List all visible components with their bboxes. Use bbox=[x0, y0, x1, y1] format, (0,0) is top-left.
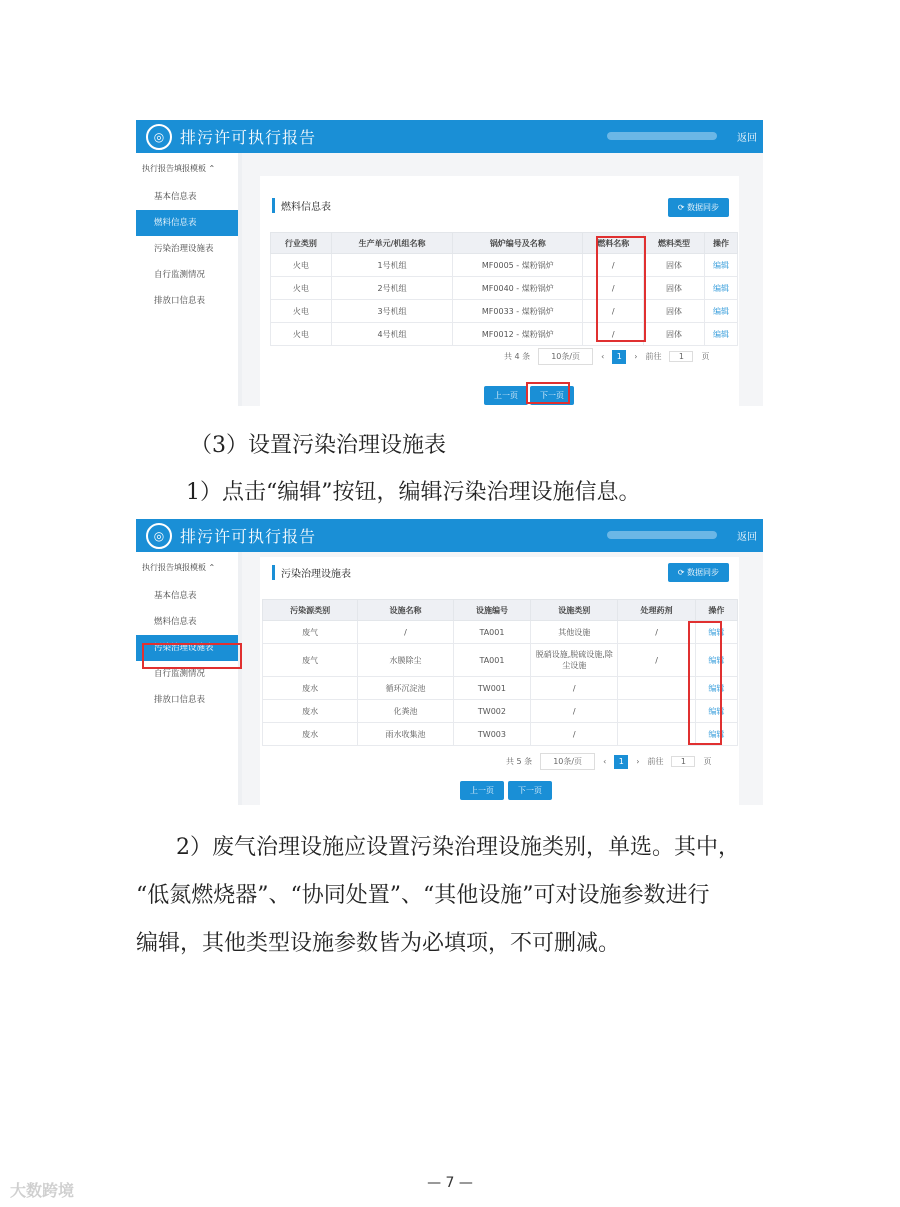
cell: 火电 bbox=[271, 323, 332, 346]
next-page-icon[interactable]: › bbox=[636, 757, 640, 766]
edit-link[interactable]: 编辑 bbox=[695, 723, 737, 746]
cell: / bbox=[583, 300, 644, 323]
sync-button[interactable]: ⟳ 数据同步 bbox=[668, 563, 729, 582]
screenshot-pollution-table bbox=[136, 519, 763, 805]
main-content bbox=[260, 176, 739, 406]
pager-total: 共 5 条 bbox=[506, 757, 533, 766]
cell: 化粪池 bbox=[358, 700, 453, 723]
sidebar-item-monitoring[interactable]: 自行监测情况 bbox=[154, 669, 206, 679]
page-unit: 页 bbox=[703, 757, 712, 766]
goto-label: 前往 bbox=[645, 352, 662, 361]
table-row bbox=[263, 700, 738, 723]
next-button[interactable]: 下一页 bbox=[530, 386, 574, 405]
table-row bbox=[271, 277, 738, 300]
sidebar-item-outlet[interactable]: 排放口信息表 bbox=[154, 695, 206, 705]
sidebar-group-header[interactable]: 执行报告填报模板 ⌃ bbox=[142, 164, 216, 173]
pagination bbox=[504, 348, 709, 365]
user-info-blurred bbox=[607, 132, 717, 140]
content-title: 污染治理设施表 bbox=[272, 565, 351, 580]
table-row bbox=[263, 644, 738, 677]
page-unit: 页 bbox=[701, 352, 710, 361]
highlight-box bbox=[142, 643, 242, 669]
next-button[interactable]: 下一页 bbox=[508, 781, 552, 800]
app-title: 排污许可执行报告 bbox=[180, 527, 317, 546]
section-heading: （3）设置污染治理设施表 bbox=[190, 433, 446, 458]
cell: 火电 bbox=[271, 300, 332, 323]
sidebar-item-pollution[interactable]: 污染治理设施表 bbox=[136, 635, 238, 661]
cell: TW001 bbox=[453, 677, 531, 700]
cell: / bbox=[583, 254, 644, 277]
page-number: — 7 — bbox=[427, 1175, 473, 1191]
column-header: 操作 bbox=[704, 233, 737, 254]
app-header bbox=[136, 120, 763, 153]
next-page-icon[interactable]: › bbox=[634, 352, 638, 361]
body-text-line2: “低氮燃烧器”、“协同处置”、“其他设施”可对设施参数进行 bbox=[136, 883, 710, 908]
column-header: 处理药剂 bbox=[618, 600, 696, 621]
cell: 废气 bbox=[263, 621, 358, 644]
cell: 固体 bbox=[644, 254, 705, 277]
cell: 雨水收集池 bbox=[358, 723, 453, 746]
column-header: 设施名称 bbox=[358, 600, 453, 621]
cell: MF0012 - 煤粉锅炉 bbox=[453, 323, 583, 346]
prev-button[interactable]: 上一页 bbox=[460, 781, 504, 800]
cell: 废气 bbox=[263, 644, 358, 677]
instruction-text: 1）点击“编辑”按钮，编辑污染治理设施信息。 bbox=[186, 480, 641, 505]
app-header bbox=[136, 519, 763, 552]
column-header: 锅炉编号及名称 bbox=[453, 233, 583, 254]
edit-link[interactable]: 编辑 bbox=[695, 700, 737, 723]
sidebar-item-outlet[interactable]: 排放口信息表 bbox=[154, 296, 206, 306]
column-header: 燃料名称 bbox=[583, 233, 644, 254]
table-row bbox=[271, 254, 738, 277]
cell: MF0033 - 煤粉锅炉 bbox=[453, 300, 583, 323]
sidebar bbox=[136, 153, 242, 406]
body-text-line1: 2）废气治理设施应设置污染治理设施类别，单选。其中， bbox=[176, 835, 740, 860]
cell: 废水 bbox=[263, 700, 358, 723]
cell: 水膜除尘 bbox=[358, 644, 453, 677]
cell: 废水 bbox=[263, 723, 358, 746]
facility-table bbox=[262, 599, 738, 746]
column-header: 操作 bbox=[695, 600, 737, 621]
cell: 固体 bbox=[644, 323, 705, 346]
sidebar-group-header[interactable]: 执行报告填报模板 ⌃ bbox=[142, 563, 216, 572]
cell: / bbox=[358, 621, 453, 644]
cell: 其他设施 bbox=[531, 621, 618, 644]
cell: 4号机组 bbox=[331, 323, 452, 346]
edit-link[interactable]: 编辑 bbox=[704, 277, 737, 300]
cell bbox=[618, 723, 696, 746]
column-header: 行业类别 bbox=[271, 233, 332, 254]
goto-input[interactable]: 1 bbox=[671, 756, 695, 767]
highlight-box bbox=[596, 236, 646, 342]
cell: 3号机组 bbox=[331, 300, 452, 323]
main-content bbox=[260, 557, 739, 805]
cell: TA001 bbox=[453, 644, 531, 677]
cell: TW002 bbox=[453, 700, 531, 723]
cell: MF0005 - 煤粉锅炉 bbox=[453, 254, 583, 277]
emblem-icon: ◎ bbox=[146, 124, 172, 150]
cell bbox=[618, 677, 696, 700]
prev-page-icon[interactable]: ‹ bbox=[601, 352, 605, 361]
content-title: 燃料信息表 bbox=[272, 198, 331, 213]
cell: 固体 bbox=[644, 277, 705, 300]
cell: 2号机组 bbox=[331, 277, 452, 300]
cell: 火电 bbox=[271, 254, 332, 277]
edit-link[interactable]: 编辑 bbox=[704, 254, 737, 277]
column-header: 污染源类别 bbox=[263, 600, 358, 621]
cell: / bbox=[583, 277, 644, 300]
cell: MF0040 - 煤粉锅炉 bbox=[453, 277, 583, 300]
body-text-line3: 编辑，其他类型设施参数皆为必填项，不可删减。 bbox=[136, 931, 621, 956]
cell: 火电 bbox=[271, 277, 332, 300]
sidebar-item-basic[interactable]: 基本信息表 bbox=[154, 591, 197, 601]
goto-label: 前往 bbox=[647, 757, 664, 766]
user-info-blurred bbox=[607, 531, 717, 539]
emblem-icon: ◎ bbox=[146, 523, 172, 549]
table-row bbox=[263, 677, 738, 700]
column-header: 设施编号 bbox=[453, 600, 531, 621]
pager-total: 共 4 条 bbox=[504, 352, 531, 361]
prev-page-icon[interactable]: ‹ bbox=[603, 757, 607, 766]
watermark: 大数跨境 bbox=[10, 1181, 75, 1200]
screenshot-fuel-table bbox=[136, 120, 763, 406]
edit-link[interactable]: 编辑 bbox=[695, 677, 737, 700]
edit-link[interactable]: 编辑 bbox=[704, 323, 737, 346]
cell bbox=[618, 700, 696, 723]
sidebar-item-fuel[interactable]: 燃料信息表 bbox=[136, 210, 238, 236]
edit-link[interactable]: 编辑 bbox=[695, 644, 737, 677]
page-size-select[interactable]: 10条/页 bbox=[540, 753, 595, 770]
sidebar-item-fuel[interactable]: 燃料信息表 bbox=[154, 617, 197, 627]
highlight-box bbox=[526, 382, 570, 404]
edit-link[interactable]: 编辑 bbox=[695, 621, 737, 644]
cell: TA001 bbox=[453, 621, 531, 644]
sync-button[interactable]: ⟳ 数据同步 bbox=[668, 198, 729, 217]
cell: / bbox=[531, 700, 618, 723]
back-link[interactable]: 返回 bbox=[737, 133, 757, 144]
cell: 固体 bbox=[644, 300, 705, 323]
cell: TW003 bbox=[453, 723, 531, 746]
cell: 1号机组 bbox=[331, 254, 452, 277]
back-link[interactable]: 返回 bbox=[737, 532, 757, 543]
cell: 循环沉淀池 bbox=[358, 677, 453, 700]
cell: / bbox=[618, 621, 696, 644]
table-row bbox=[263, 723, 738, 746]
cell: / bbox=[531, 723, 618, 746]
cell: / bbox=[583, 323, 644, 346]
cell: / bbox=[531, 677, 618, 700]
sidebar-item-basic[interactable]: 基本信息表 bbox=[154, 192, 197, 202]
column-header: 设施类别 bbox=[531, 600, 618, 621]
pagination bbox=[506, 753, 711, 770]
sidebar-item-pollution[interactable]: 污染治理设施表 bbox=[154, 244, 214, 254]
fuel-table bbox=[270, 232, 738, 346]
edit-link[interactable]: 编辑 bbox=[704, 300, 737, 323]
table-row bbox=[263, 621, 738, 644]
page-number[interactable]: 1 bbox=[612, 350, 626, 364]
cell: 脱硝设施,脱硫设施,除尘设施 bbox=[531, 644, 618, 677]
table-row bbox=[271, 300, 738, 323]
goto-input[interactable]: 1 bbox=[669, 351, 693, 362]
column-header: 生产单元/机组名称 bbox=[331, 233, 452, 254]
sidebar bbox=[136, 552, 242, 805]
app-title: 排污许可执行报告 bbox=[180, 128, 317, 147]
highlight-box bbox=[688, 621, 722, 745]
sidebar-item-monitoring[interactable]: 自行监测情况 bbox=[154, 270, 206, 280]
cell: / bbox=[618, 644, 696, 677]
table-row bbox=[271, 323, 738, 346]
page-size-select[interactable]: 10条/页 bbox=[538, 348, 593, 365]
cell: 废水 bbox=[263, 677, 358, 700]
prev-button[interactable]: 上一页 bbox=[484, 386, 528, 405]
page-number[interactable]: 1 bbox=[614, 755, 628, 769]
column-header: 燃料类型 bbox=[644, 233, 705, 254]
